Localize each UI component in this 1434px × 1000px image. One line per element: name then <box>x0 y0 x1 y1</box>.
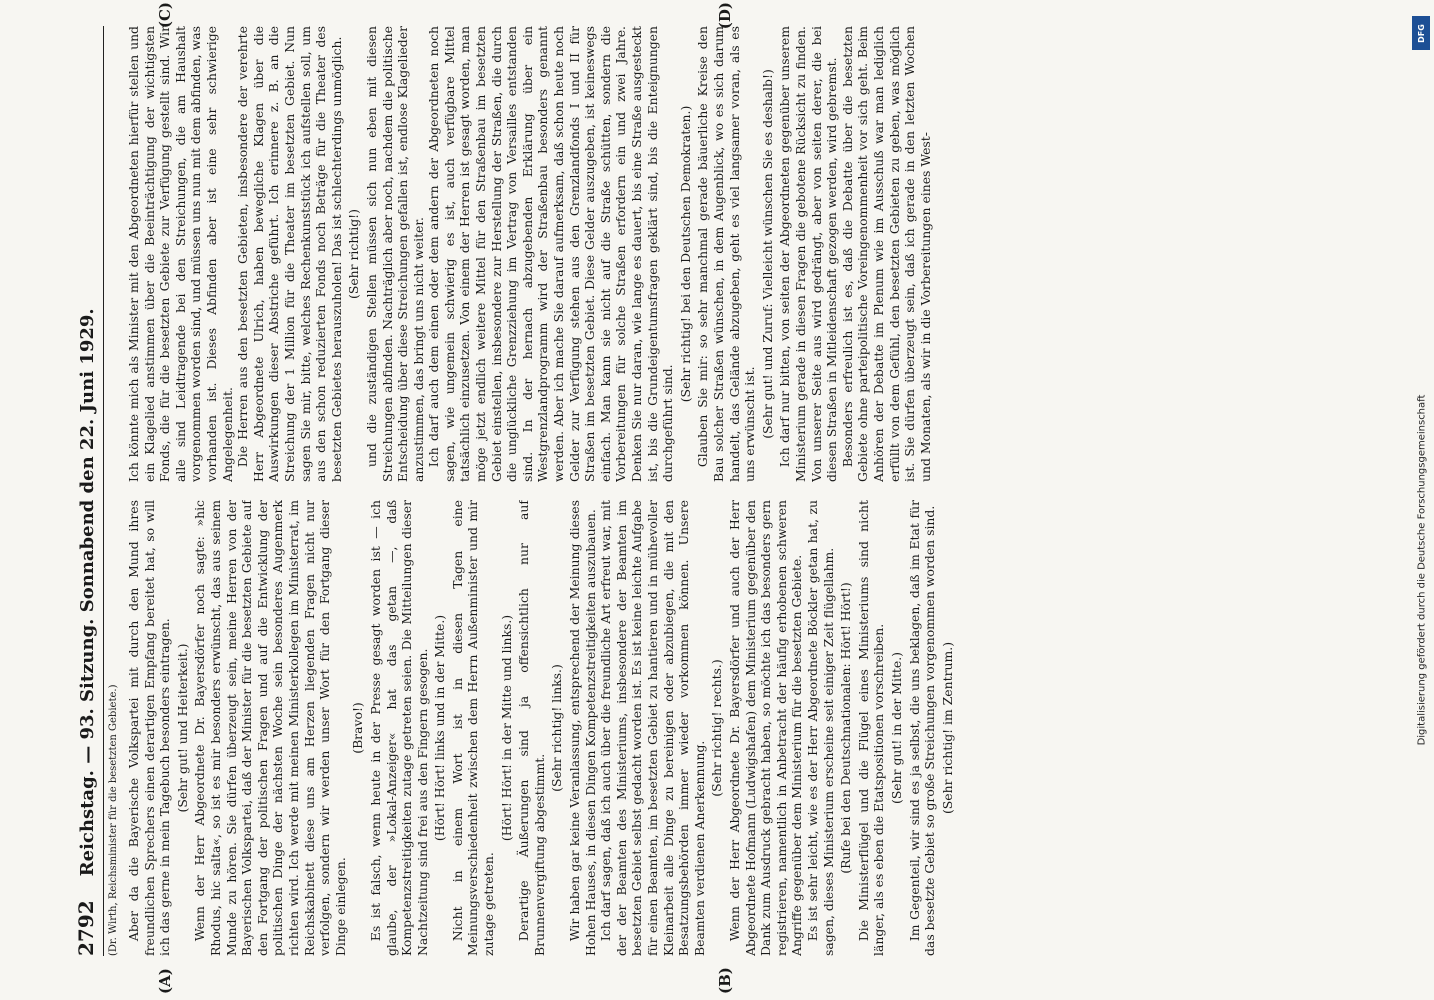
left-column <box>126 500 1316 956</box>
paragraph: Es ist sehr leicht, wie es der Herr Abgeordnete Böckler getan hat, zu sagen, dieses Ministerium erscheine seit einiger Zeit flügellahm. <box>804 500 836 956</box>
interjection: (Sehr richtig! rechts.) <box>709 659 725 797</box>
interjection: (Sehr richtig!) <box>346 209 362 299</box>
paragraph: Es ist falsch, wenn heute in der Presse gesagt worden ist — ich glaube, der »Lokal-Anzeiger« hat das getan —, daß Kompetenzstreitigkeiten zutage getreten seien. Die Mitteilungen dieser Nachtzeitung sind frei aus den Fingern gesogen. <box>367 500 430 956</box>
running-head: (Dr. Wirth, Reichsminister für die besetzten Gebiete.) <box>108 684 119 956</box>
digitization-credit <box>1410 10 1432 990</box>
document-page <box>60 0 1350 1000</box>
margin-mark-d: (D) <box>716 2 734 30</box>
paragraph: Im Gegenteil, wir sind es ja selbst, die uns beklagen, daß im Etat für das besetzte Gebiet so große Streichungen vorgenommen worden sind. <box>906 500 938 956</box>
dfg-logo: DFG <box>1412 16 1430 50</box>
interjection: (Sehr gut! und Heiterkeit.) <box>174 643 190 813</box>
page-title: Reichstag. — 93. Sitzung. Sonnabend den 22. Juni 1929. <box>77 308 98 877</box>
paragraph: Ich darf nur bitten, von seiten der Abgeordneten gegenüber unserem Ministerium gerade in diesen Fragen die gebotene Rücksicht zu finden. Von unserer Seite aus wird gedrängt, aber von seiten derer, die bei diesen Straßen in Mitleidenschaft gezogen werden, wird gebremst. <box>777 26 840 482</box>
interjection: (Bravo!) <box>350 702 366 754</box>
interjection: (Rufe bei den Deutschnationalen: Hört! Hört!) <box>838 582 854 874</box>
paragraph: Besonders erfreulich ist es, daß die Debatte über die besetzten Gebiete ohne parteipolitische Voreingenommenheit vor sich geht. Beim Anhören der Debatte im Plenum wie im Ausschuß war man lediglich erfüllt von dem Gefühl, den besetzten Gebieten zu geben, was möglich ist. Sie dürfen überzeugt sein, daß ich gerade in den letzten Wochen und Monaten, als wir in die Vorbereitungen eines West- <box>839 26 933 482</box>
interjection: (Sehr gut! in der Mitte.) <box>888 651 904 805</box>
credit-text: Digitalisierung gefördert durch die Deutsche Forschungsgemeinschaft <box>1416 394 1428 746</box>
margin-mark-b: (B) <box>716 967 734 994</box>
paragraph: Ich darf sagen, daß ich auch über die freundliche Art erfreut war, mit der der Beamten des Ministeriums, insbesondere der Beamten im besetzten Gebiet selbst gedacht worden ist. Es ist keine leichte Aufgabe für einen Beamten, im besetzten Gebiet zu hantieren und in mühevoller Kleinarbeit alle Dinge zu bereinigen oder abzubiegen, die mit den Besatzungsbehörden immer wieder vorkommen können. Unsere Beamten verdienen Anerkennung. <box>598 500 707 956</box>
paragraph: Wir haben gar keine Veranlassung, entsprechend der Meinung dieses Hohen Hauses, in diesen Dingen Kompetenzstreitigkeiten auszubauen. <box>567 500 598 956</box>
interjection: (Hört! Hört! in der Mitte und links.) <box>498 614 514 842</box>
paragraph: Ich darf auch dem einen oder dem andern der Abgeordneten noch sagen, wie ungemein schwierig es ist, auch verfügbare Mittel tatsächlich einzusetzen. Von einem der Herren ist gesagt worden, man möge jetzt endlich weitere Mittel für den Straßenbau im besetzten Gebiet einstellen, insbesondere zur Herstellung der Straßen, die durch die unglückliche Grenzziehung im Vertrag von Versailles entstanden sind. In der hernach abzugebenden Erklärung über ein Westgrenzlandprogramm wird der Straßenbau besonders genannt werden. Aber ich mache Sie darauf aufmerksam, daß schon heute noch Gelder zur Verfügung stehen aus den Grenzlandfonds I und II für Straßen im besetzten Gebiet. Diese Gelder auszugeben, ist keineswegs einfach. Man kann sie nicht auf die Straße schütten, sondern die Vorbereitungen für solche Straßen erfordern ein und zwei Jahre. Denken Sie nur daran, wie lange es dauert, bis eine Straße ausgesteckt ist, bis die Grundeigentumsfragen geklärt sind, bis die Enteignungen durchgeführt sind. <box>426 26 676 482</box>
paragraph: Ich könnte mich als Minister mit den Abgeordneten hierfür stellen und ein Klagelied anstimmen über die Beeinträchtigung der wichtigsten Fonds, die für die besetzten Gebiete zur Verfügung gestellt sind. Wir alle sind Leidtragende bei den Streichungen, die am Haushalt vorgenommen worden sind, und müssen uns nun mit dem abfinden, was vorhanden ist. Dieses Abfinden aber ist eine sehr schwierige Angelegenheit. <box>126 26 235 482</box>
text-columns <box>126 2 1316 994</box>
interjection: (Sehr richtig! bei den Deutschen Demokraten.) <box>677 105 693 403</box>
right-column <box>126 26 1316 482</box>
interjection: (Sehr richtig! im Zentrum.) <box>939 641 955 815</box>
page-header <box>74 26 104 956</box>
paragraph: Die Ministerflügel und die Flügel eines Ministeriums sind nicht länger, als es eben die Etatspositionen vorschreiben. <box>855 500 887 956</box>
paragraph: Wenn der Herr Abgeordnete Dr. Bayersdörfer noch sagte: »hic Rhodus, hic salta«, so ist es mir besonders erwünscht, das aus seinem Munde zu hören. Sie dürfen überzeugt sein, meine Herren von der Bayerischen Volkspartei, daß der Minister für die besetzten Gebiete auf den Fortgang der politischen Fragen und auf die Entwicklung der politischen Dinge der nächsten Woche sein besonderes Augenmerk richten wird. Ich werde mit meinen Ministerkollegen im Ministerrat, im Reichskabinett diese uns am Herzen liegenden Fragen nicht nur verfolgen, sondern wir werden unser Wort für den Fortgang dieser Dinge einlegen. <box>192 500 348 956</box>
paragraph: Aber da die Bayerische Volkspartei mit durch den Mund ihres freundlichen Sprechers einen derartigen Empfang bereitet hat, so will ich das gerne in mein Tagebuch besonders eintragen. <box>126 500 173 956</box>
interjection: (Sehr richtig! links.) <box>549 664 565 792</box>
paragraph: Die Herren aus den besetzten Gebieten, insbesondere der verehrte Herr Abgeordnete Ulrich, haben bewegliche Klagen über die Auswirkungen dieser Abstriche geführt. Ich erinnere z. B. an die Streichung der 1 Million für die Theater im besetzten Gebiet. Nun sagen Sie mir, bitte, welches Rechenkunststück ich aufstellen soll, um aus den schon reduzierten Fonds noch Beträge für die Theater des besetzten Gebietes herauszuholen! Das ist schlechterdings unmöglich. <box>235 26 344 482</box>
margin-mark-c: (C) <box>156 2 174 29</box>
paragraph: Derartige Äußerungen sind ja offensichtlich nur auf Brunnenvergiftung abgestimmt. <box>516 500 547 956</box>
interjection: (Sehr gut! und Zuruf: Vielleicht wünschen Sie es deshalb!) <box>759 69 775 439</box>
paragraph: Nicht in einem Wort ist in diesen Tagen eine Meinungsverschiedenheit zwischen dem Herrn Außenminister und mir zutage getreten. <box>449 500 497 956</box>
margin-mark-a: (A) <box>156 968 174 994</box>
page-number: 2792 <box>74 900 98 956</box>
paragraph: Wenn der Herr Abgeordnete Dr. Bayersdörfer und auch der Herr Abgeordnete Hofmann (Ludwigshafen) dem Ministerium gegenüber den Dank zum Ausdruck gebracht haben, so möchte ich das besonders gern registrieren, namentlich in Anbetracht der häufig erhobenen schweren Angriffe gegenüber dem Ministerium für die besetzten Gebiete. <box>726 500 805 956</box>
paragraph: Glauben Sie mir: so sehr manchmal gerade bäuerliche Kreise den Bau solcher Straßen wünschen, in dem Augenblick, wo es sich darum handelt, das Gelände abzugeben, geht es viel langsamer voran, als es uns erwünscht ist. <box>695 26 758 482</box>
paragraph: und die zuständigen Stellen müssen sich nun eben mit diesen Streichungen abfinden. Nachträglich aber noch, nachdem die politische Entscheidung über diese Streichungen gefallen ist, endlose Klagelieder anzustimmen, das bringt uns nicht weiter. <box>363 26 426 482</box>
interjection: (Hört! Hört! links und in der Mitte.) <box>432 614 448 842</box>
